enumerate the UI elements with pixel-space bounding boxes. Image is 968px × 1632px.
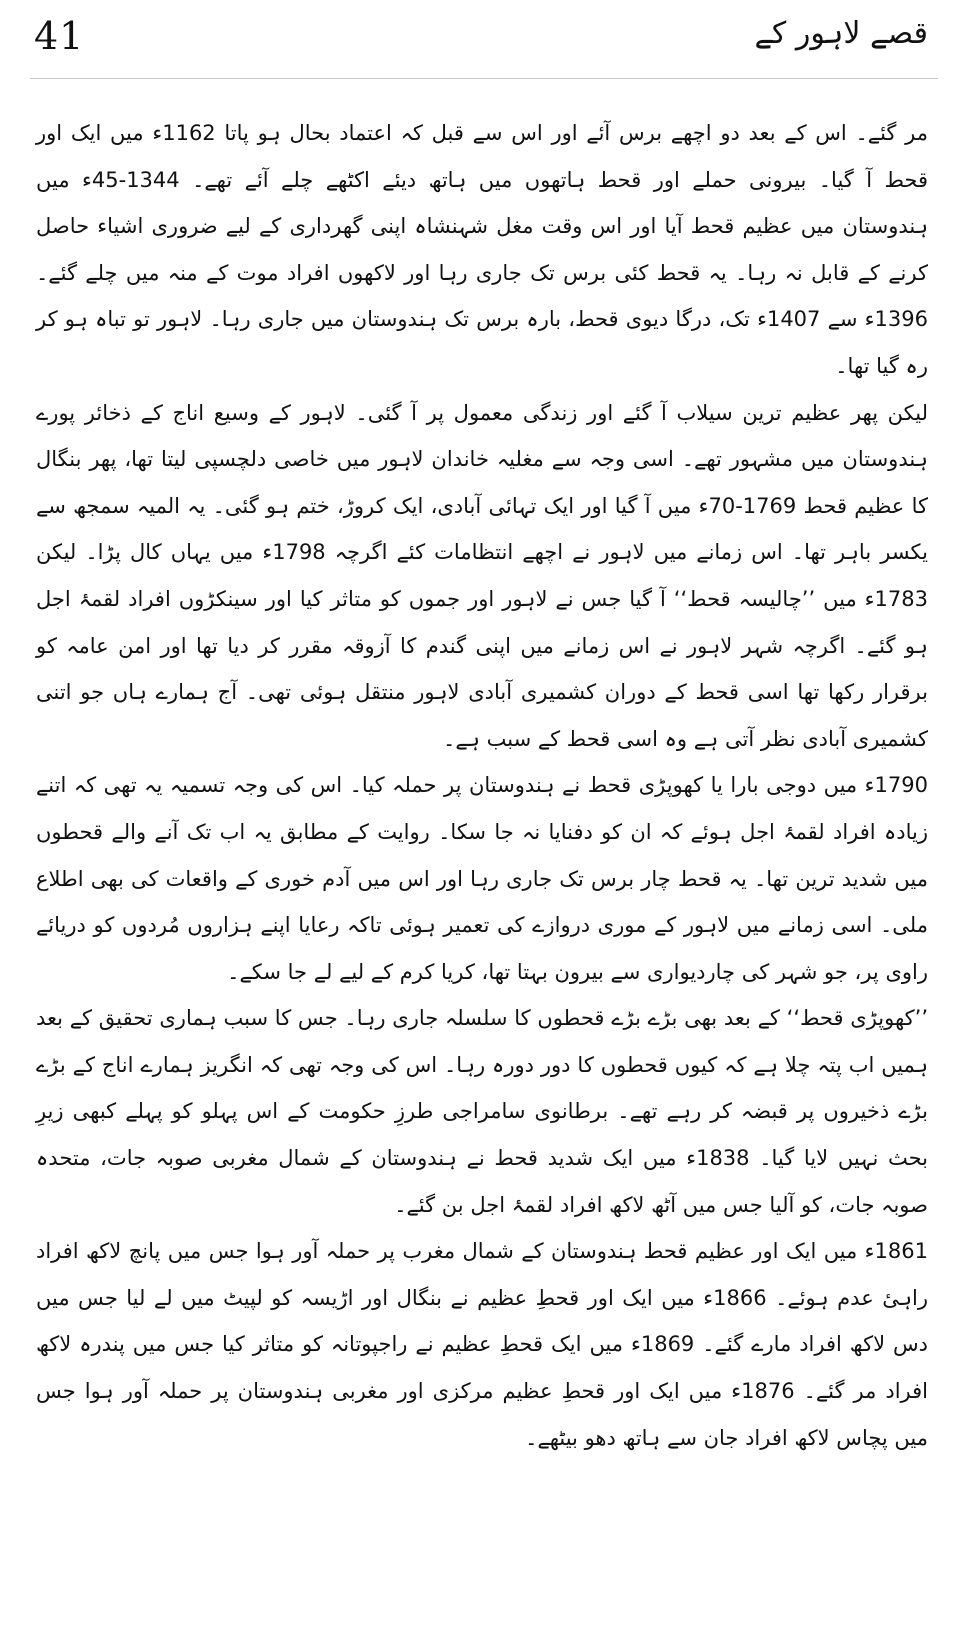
running-head: قصے لاہور کے xyxy=(754,16,928,51)
header-rule xyxy=(30,78,938,79)
paragraph-2: لیکن پھر عظیم ترین سیلاب آ گئے اور زندگی معمول پر آ گئی۔ لاہور کے وسیع اناج کے ذخائر پورے ہندوستان میں مشہور تھے۔ اسی وجہ سے مغلیہ خاندان لاہور میں خاصی دلچسپی لیتا تھا، پھر بنگال کا عظیم قحط 1769-70ء میں آ گیا اور ایک تہائی آبادی، ایک کروڑ، ختم ہو گئی۔ یہ المیہ سمجھ سے یکسر باہر تھا۔ اس زمانے میں لاہور نے اچھے انتظامات کئے اگرچہ 1798ء میں یہاں کال پڑا۔ لیکن 1783ء میں ’’چالیسہ قحط‘‘ آ گیا جس نے لاہور اور جموں کو متاثر کیا اور سینکڑوں افراد لقمۂ اجل ہو گئے۔ اگرچہ شہر لاہور نے اس زمانے میں اپنی گندم کا آزوقہ مقرر کر دیا تھا اور امن عامہ کو برقرار رکھا تھا اسی قحط کے دوران کشمیری آبادی لاہور منتقل ہوئی تھی۔ آج ہمارے ہاں جو اتنی کشمیری آبادی نظر آتی ہے وہ اسی قحط کے سبب ہے۔ xyxy=(36,400,928,751)
paragraph-4: ’’کھوپڑی قحط‘‘ کے بعد بھی بڑے بڑے قحطوں کا سلسلہ جاری رہا۔ جس کا سبب ہماری تحقیق کے بعد ہمیں اب پتہ چلا ہے کہ کیوں قحطوں کا دور دورہ رہا۔ اس کی وجہ تھی کہ انگریز ہمارے اناج کے بڑے بڑے ذخیروں پر قبضہ کر رہے تھے۔ برطانوی سامراجی طرزِ حکومت کے اس پہلو کو پہلے کبھی زیرِ بحث نہیں لایا گیا۔ 1838ء میں ایک شدید قحط نے ہندوستان کے شمال مغربی صوبہ جات، متحدہ صوبہ جات، کو آلیا جس میں آٹھ لاکھ افراد لقمۂ اجل بن گئے۔ xyxy=(36,1006,929,1217)
page-number: 41 xyxy=(34,14,85,58)
paragraph-1: مر گئے۔ اس کے بعد دو اچھے برس آئے اور اس سے قبل کہ اعتماد بحال ہو پاتا 1162ء میں ایک اور قحط آ گیا۔ بیرونی حملے اور قحط ہاتھوں میں ہاتھ دیئے اکٹھے چلے آئے تھے۔ 1344-45ء میں ہندوستان میں عظیم قحط آیا اور اس وقت مغل شہنشاہ اپنی گھرداری کے لیے ضروری اشیاء حاصل کرنے کے قابل نہ رہا۔ یہ قحط کئی برس تک جاری رہا اور لاکھوں افراد موت کے منہ میں چلے گئے۔ 1396ء سے 1407ء تک، درگا دیوی قحط، بارہ برس تک ہندوستان میں جاری رہا۔ لاہور تو تباہ ہو کر رہ گیا تھا۔ xyxy=(36,121,928,378)
paragraph-5: 1861ء میں ایک اور عظیم قحط ہندوستان کے شمال مغرب پر حملہ آور ہوا جس میں پانچ لاکھ افراد راہیٔ عدم ہوئے۔ 1866ء میں ایک اور قحطِ عظیم نے بنگال اور اڑیسہ کو لپیٹ میں لے لیا جس میں دس لاکھ افراد مارے گئے۔ 1869ء میں ایک قحطِ عظیم نے راجپوتانہ کو متاثر کیا جس میں پندرہ لاکھ افراد مر گئے۔ 1876ء میں ایک اور قحطِ عظیم مرکزی اور مغربی ہندوستان پر حملہ آور ہوا جس میں پچاس لاکھ افراد جان سے ہاتھ دھو بیٹھے۔ xyxy=(36,1239,928,1450)
paragraph-3: 1790ء میں دوجی بارا یا کھوپڑی قحط نے ہندوستان پر حملہ کیا۔ اس کی وجہ تسمیہ یہ تھی کہ اتنے زیادہ افراد لقمۂ اجل ہوئے کہ ان کو دفنایا نہ جا سکا۔ روایت کے مطابق یہ اب تک آنے والے قحطوں میں شدید ترین تھا۔ یہ قحط چار برس تک جاری رہا اور اس میں آدم خوری کے واقعات کی بھی اطلاع ملی۔ اسی زمانے میں لاہور کے موری دروازے کی تعمیر ہوئی تاکہ رعایا اپنے ہزاروں مُردوں کو دریائے راوی پر، جو شہر کی چاردیواری سے بیرون بہتا تھا، کریا کرم کے لیے لے جا سکے۔ xyxy=(36,773,928,984)
body-text xyxy=(36,110,928,1461)
